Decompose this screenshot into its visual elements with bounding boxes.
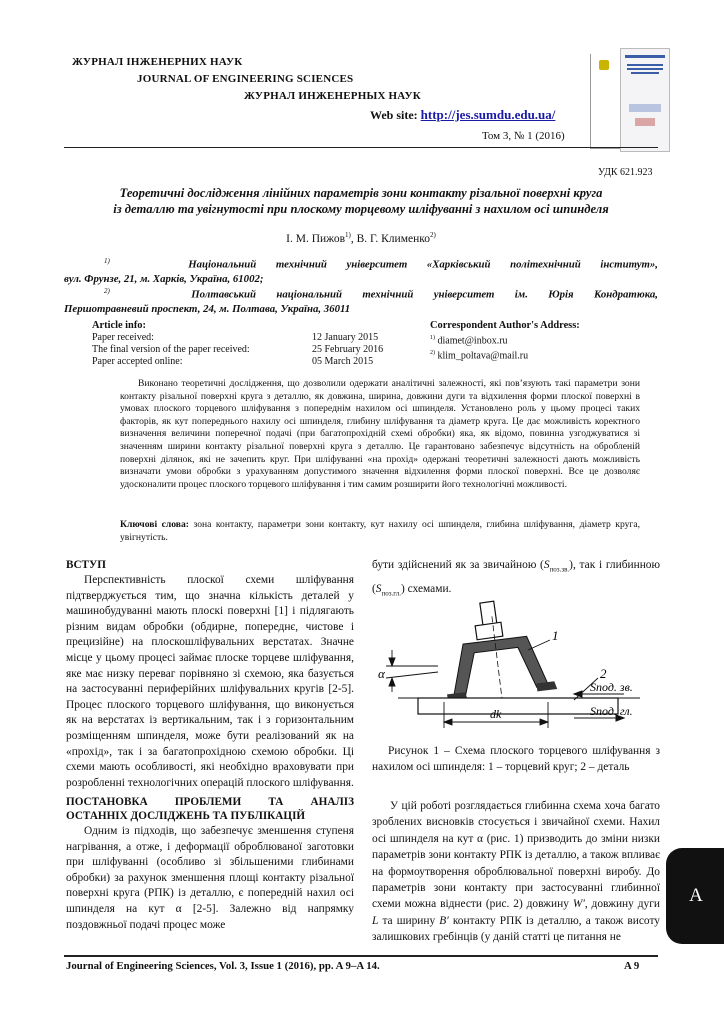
info-label-accepted: Paper accepted online: bbox=[92, 356, 183, 367]
feed-symbol-2-sub: поз.гл. bbox=[381, 589, 402, 598]
journal-title-ru: ЖУРНАЛ ИНЖЕНЕРНЫХ НАУК bbox=[244, 90, 421, 102]
paper-title-line2: із деталлю та увігнутості при плоскому торцевому шліфуванні з нахилом осі шпинделя bbox=[113, 202, 609, 216]
journal-cover-thumbnail bbox=[620, 48, 670, 152]
paper-title bbox=[64, 185, 658, 217]
scheme-text-part1: бути здійснений як за звичайною ( bbox=[372, 559, 544, 571]
keywords bbox=[120, 519, 640, 544]
footer-citation: Journal of Engineering Sciences, Vol. 3, Issue 1 (2016), pp. A 9–A 14. bbox=[66, 960, 380, 972]
author-1: І. М. Пижов bbox=[286, 232, 346, 245]
problem-text: Одним із підходів, що забезпечує зменшення ступеня нагрівання, а отже, і деформації оброблюваної заготовки при шліфуванні (особливо зі збільшеними глибинами обробки) за рахунок зменшення площі контакту різальної поверхні круга (РПК) із деталлю, є попередній нахил осі шпинделя на кут α [2-5]. Залежно від напрямку поздовжньої подачі процес може bbox=[66, 825, 354, 931]
affiliation-1-line1: Національний технічний університет «Харківський політехнічний інститут», bbox=[188, 258, 658, 271]
keywords-text: зона контакту, параметри зони контакту, кут нахилу осі шпинделя, глибина шліфування, діаметр круга, увігнутість. bbox=[120, 519, 641, 543]
symbol-l: L bbox=[372, 914, 379, 927]
author-sep: , bbox=[350, 232, 357, 245]
affiliation-1-sup: 1) bbox=[104, 257, 110, 265]
website-label: Web site: bbox=[370, 108, 418, 122]
contact-params-part1: У цій роботі розглядається глибинна схема хоча багато зроблених висновків стосується і звичайної схеми. Нахил осі шпинделя на кут α (рис. 1) призводить до зміни низки параметрів зони контакту РПК із деталлю, а також впливає на формоутворення оброблювальної поверхні виробу. До параметрів зони контакту при застосуванні глибинної схеми можна віднести (рис. 2) довжину bbox=[372, 800, 660, 911]
info-value-received: 12 January 2015 bbox=[312, 332, 379, 343]
author-1-sup: 1) bbox=[345, 231, 351, 239]
affiliation-2-line1: Полтавський національний технічний університет ім. Юрія Кондратюка, bbox=[191, 288, 659, 301]
paper-title-line1: Теоретичні дослідження лінійних параметрів зони контакту різальної поверхні круга bbox=[119, 186, 603, 200]
correspondent-address bbox=[430, 320, 580, 363]
affiliation-1 bbox=[64, 254, 658, 286]
email-1-link[interactable]: diamet@inbox.ru bbox=[437, 335, 508, 347]
label-1: 1 bbox=[552, 628, 559, 643]
email-1-sup: 1) bbox=[430, 335, 435, 341]
feed-symbol-1-sub: поз.зв. bbox=[549, 565, 570, 574]
info-label-received: Paper received: bbox=[92, 332, 154, 343]
email-2-sup: 2) bbox=[430, 350, 435, 357]
footer-page-number: A 9 bbox=[624, 960, 640, 972]
alpha-label: α bbox=[378, 666, 385, 681]
spindle bbox=[475, 601, 503, 640]
problem-heading bbox=[66, 795, 354, 823]
intro-text: Перспективність плоскої схеми шліфування підтверджується тим, що значна кількість деталей у машинобудуванні мають плоскі поверхні [1] і підлягають різним видам обробки (обдирне, попереднє, чистове і прецизійне) на плоскошліфувальних верстатах. Значне місце у цьому процесі займає плоске торцеве шліфування, яке має низку переваг порівняно зі схемою, яка базується на застосуванні периферійних шліфувальних кругів [2-5]. Процес плоского торцевого шліфування, що виконується як на верстатах із вертикальним, так і з горизонтальним розміщенням шпинделя, може бути реалізований як на «прохід», так і за багатопрохідною схемою обробки. Ці схеми мають особливості, які необхідно враховувати при розробленні технологічних операцій плоского шліфування. bbox=[66, 574, 354, 789]
problem-heading-line1: ПОСТАНОВКА ПРОБЛЕМИ ТА АНАЛІЗ bbox=[66, 796, 354, 808]
contact-params-part4: контакту РПК із деталлю, а також висоту залишкових гребінців (у даній статті це питання не bbox=[372, 914, 661, 944]
feed-symbol-1: S bbox=[543, 559, 550, 571]
keywords-label: Ключові слова: bbox=[120, 519, 189, 530]
journal-title-en: JOURNAL OF ENGINEERING SCIENCES bbox=[137, 73, 354, 85]
section-tab: A bbox=[666, 848, 724, 944]
website-link[interactable]: http://jes.sumdu.edu.ua/ bbox=[420, 107, 556, 122]
symbol-w: W′ bbox=[572, 898, 585, 911]
volume-issue: Том 3, № 1 (2016) bbox=[482, 130, 565, 142]
header-rule bbox=[64, 147, 658, 148]
article-info bbox=[92, 320, 422, 368]
email-2-link[interactable]: klim_poltava@mail.ru bbox=[437, 350, 529, 362]
contact-params-part3: та ширину bbox=[378, 914, 440, 927]
affiliation-1-line2: вул. Фрунзе, 21, м. Харків, Україна, 61002; bbox=[64, 272, 264, 285]
figure-1-caption: Рисунок 1 – Схема плоского торцевого шліфування з нахилом осі шпинделя: 1 – торцевий круг; 2 – деталь bbox=[372, 745, 660, 773]
info-value-accepted: 05 March 2015 bbox=[312, 356, 374, 367]
feed-label-deep: Sпод. гл. bbox=[590, 704, 633, 718]
figure-1-diagram bbox=[378, 596, 660, 736]
scheme-text-part3: ) схемами. bbox=[401, 583, 452, 596]
info-value-final: 25 February 2016 bbox=[312, 344, 384, 355]
journal-title-ua: ЖУРНАЛ ІНЖЕНЕРНИХ НАУК bbox=[72, 56, 243, 68]
dk-label: dk bbox=[490, 707, 502, 721]
udc-code: УДК 621.923 bbox=[598, 167, 653, 178]
leader-line-1 bbox=[528, 640, 550, 650]
scheme-text-part2: ), так і глибинною ( bbox=[372, 559, 660, 596]
alpha-angle bbox=[386, 650, 438, 692]
website-line bbox=[370, 107, 555, 123]
article-info-heading: Article info: bbox=[92, 320, 146, 331]
feed-symbol-2: S bbox=[375, 583, 382, 596]
contact-params-text bbox=[372, 798, 660, 946]
intro-heading: ВСТУП bbox=[66, 559, 106, 571]
abstract: Виконано теоретичні дослідження, що дозволили одержати аналітичні залежності, які пов’язують такі параметри зони контакту різальної поверхні круга з деталлю, як довжина, ширина, довжини дуги та відхилення форми плоскої поверхні в умовах плоского торцевого шліфування з попереднім нахилом осі шпинделя. Установлено роль у цьому процесі таких факторів, як кут попереднього нахилу осі шпинделя, глибину шліфування та діаметр круга. Це дає можливість коректного визначення величини поперечної подачі (при багатопрохідній схемі обробки) яка, як відомо, повинна узгоджуватися зі значенням ширини контакту різальної поверхні круга з деталлю. Це гарантовано забезпечує відсутність на обробленій поверхні ділянок, які не зачепить круг. При шліфуванні «на прохід» одержані теоретичні залежності дають можливість визначати умови обробки з урахуванням допустимого значення відхилення форми плоскої поверхні. Все це дозволяє удосконалити процес плоского торцевого шліфування і тим самим розширити його технологічні можливості. bbox=[120, 378, 640, 490]
correspondent-heading: Correspondent Author's Address: bbox=[430, 320, 580, 331]
info-label-final: The final version of the paper received: bbox=[92, 344, 250, 355]
affiliation-2-sup: 2) bbox=[104, 287, 110, 295]
contact-params-part2: , довжину дуги bbox=[584, 898, 660, 911]
affiliation-2 bbox=[64, 284, 658, 316]
label-2: 2 bbox=[600, 666, 607, 681]
authors bbox=[64, 231, 658, 245]
affiliation-2-line2: Першотравневий проспект, 24, м. Полтава, Україна, 36011 bbox=[64, 302, 351, 315]
problem-heading-line2: ОСТАННІХ ДОСЛІДЖЕНЬ ТА ПУБЛІКАЦІЙ bbox=[66, 810, 306, 822]
symbol-b: B′ bbox=[439, 914, 449, 927]
university-logo-icon bbox=[599, 60, 609, 70]
feed-label-conventional: Sпод. зв. bbox=[590, 680, 633, 694]
author-2-sup: 2) bbox=[429, 231, 436, 239]
footer-rule bbox=[64, 955, 658, 957]
author-2: В. Г. Клименко bbox=[356, 232, 430, 245]
